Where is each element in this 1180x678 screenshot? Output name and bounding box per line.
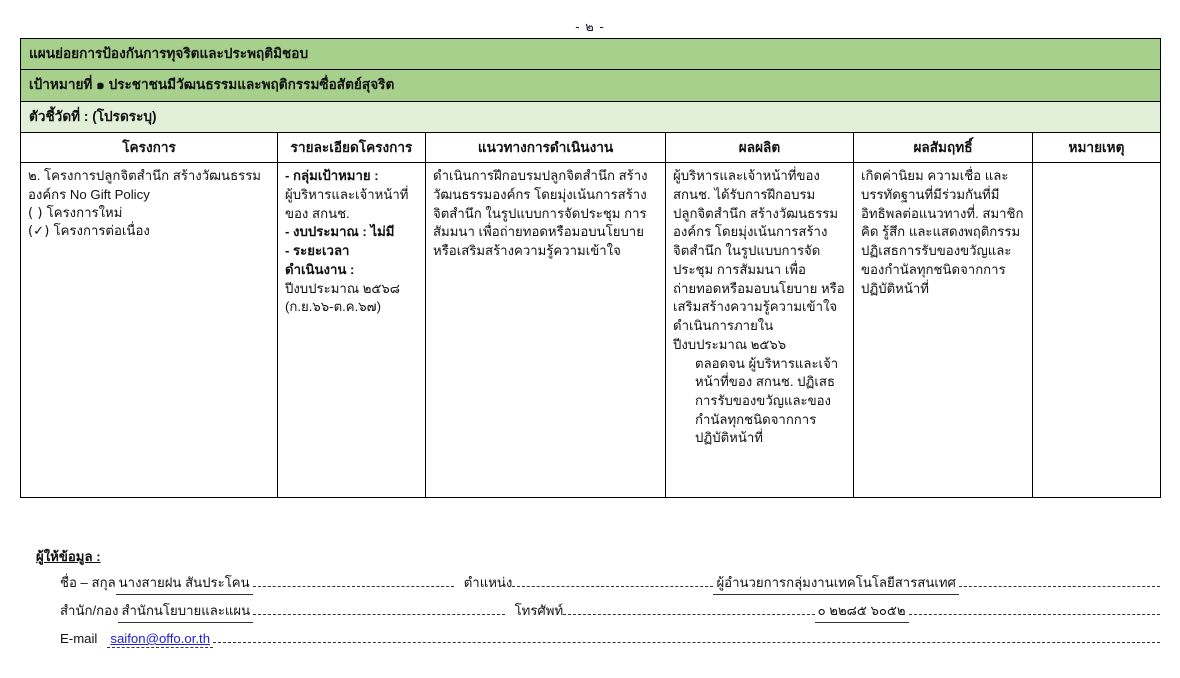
phone-field-rule-left[interactable] [563, 600, 814, 615]
period-label-line1: - ระยะเวลา [285, 243, 350, 259]
project-name-line1: ๒. โครงการปลูกจิตสำนึก สร้างวัฒนธรรม [28, 168, 261, 184]
checkbox-new-project[interactable]: ( ) โครงการใหม่ [28, 205, 123, 221]
position-label: ตำแหน่ง [463, 575, 513, 590]
target-group-value-line2: ของ สกนช. [285, 205, 350, 221]
indicator-band-row [21, 101, 1161, 132]
email-field-rule[interactable] [213, 628, 1160, 643]
phone-label: โทรศัพท์ [514, 603, 564, 618]
cell-details [278, 163, 426, 498]
target-group-label: - กลุ่มเป้าหมาย : [285, 168, 379, 184]
target-group-value-line1: ผู้บริหารและเจ้าหน้าที่ [285, 186, 409, 202]
checkbox-continuing-project[interactable]: (✓) โครงการต่อเนื่อง [28, 224, 150, 240]
goal-title: เป้าหมายที่ ๑ ประชาชนมีวัฒนธรรมและพฤติกรรมซื่อสัตย์สุจริต [21, 70, 1161, 101]
column-header-approach: แนวทางการดำเนินงาน [426, 132, 666, 162]
subplan-title: แผนย่อยการป้องกันการทุจริตและประพฤติมิชอบ [21, 39, 1161, 70]
email-row [60, 628, 1160, 654]
cell-output [666, 163, 854, 498]
cell-approach: ดำเนินการฝึกอบรมปลูกจิตสำนึก สร้างวัฒนธรรมองค์กร โดยมุ่งเน้นการสร้างจิตสำนึก ในรูปแบบการจัดประชุม การสัมมนา เพื่อถ่ายทอดหรือมอบนโยบายหรือเสริมสร้างความรู้ความเข้าใจ [426, 163, 666, 498]
email-value[interactable]: saifon@offo.or.th [107, 631, 213, 648]
name-field-rule[interactable] [253, 572, 454, 587]
column-header-output: ผลผลิต [666, 132, 854, 162]
position-value[interactable]: ผู้อำนวยการกลุ่มงานเทคโนโลยีสารสนเทศ [713, 572, 958, 595]
column-header-outcome: ผลสัมฤทธิ์ [854, 132, 1033, 162]
goal-band-row [21, 70, 1161, 101]
project-name-line2: องค์กร No Gift Policy [28, 186, 150, 202]
office-label: สำนัก/กอง [60, 603, 119, 618]
phone-field-rule-right[interactable] [909, 600, 1160, 615]
column-header-details: รายละเอียดโครงการ [278, 132, 426, 162]
name-value[interactable]: นางสายฝน สันประโคน [116, 572, 253, 595]
budget-label: - งบประมาณ : ไม่มี [285, 224, 395, 240]
email-label: E-mail [60, 631, 98, 646]
cell-project [21, 163, 278, 498]
office-field-rule[interactable] [253, 600, 504, 615]
period-label-line2: ดำเนินงาน : [285, 261, 355, 277]
table-row [21, 163, 1161, 498]
phone-value[interactable]: ๐ ๒๒๘๕ ๖๐๕๒ [815, 600, 909, 623]
period-value-line1: ปีงบประมาณ ๒๕๖๘ [285, 280, 400, 296]
table-header-row [21, 132, 1161, 162]
subplan-band-row [21, 39, 1161, 70]
action-plan-table [20, 38, 1161, 498]
period-value-line2: (ก.ย.๖๖-ต.ค.๖๗) [285, 299, 381, 315]
output-paragraph-1: ผู้บริหารและเจ้าหน้าที่ของ สกนช. ได้รับการฝึกอบรมปลูกจิตสำนึก สร้างวัฒนธรรมองค์กร โดยมุ่งเน้นการสร้างจิตสำนึก ในรูปแบบการจัดประชุม การสัมมนา เพื่อถ่ายทอดหรือมอบนโยบาย หรือเสริมสร้างความรู้ความเข้าใจ ดำเนินการภายในปีงบประมาณ ๒๕๖๖ [673, 168, 845, 352]
column-header-remark: หมายเหตุ [1033, 132, 1161, 162]
page-number: - ๒ - [575, 19, 605, 34]
cell-remark [1033, 163, 1161, 498]
name-label: ชื่อ – สกุล [60, 575, 116, 590]
office-value[interactable]: สำนักนโยบายและแผน [118, 600, 253, 623]
cell-outcome: เกิดค่านิยม ความเชื่อ และบรรทัดฐานที่มีร่วมกันที่มีอิทธิพลต่อแนวทางที่. สมาชิกคิด รู้สึก และแสดงพฤติกรรมปฏิเสธการรับของขวัญและของกำนัลทุกชนิดจากการปฏิบัติหน้าที่ [854, 163, 1033, 498]
position-field-rule-right[interactable] [959, 572, 1160, 587]
indicator-title: ตัวชี้วัดที่ : (โปรดระบุ) [21, 101, 1161, 132]
office-phone-row [60, 600, 1160, 626]
name-position-row [60, 572, 1160, 598]
position-field-rule-left[interactable] [512, 572, 713, 587]
column-header-project: โครงการ [21, 132, 278, 162]
output-paragraph-2: ตลอดจน ผู้บริหารและเจ้าหน้าที่ของ สกนช. ปฏิเสธการรับของขวัญและของกำนัลทุกชนิดจากการปฏิบัติหน้าที่ [695, 355, 839, 446]
informant-title: ผู้ให้ข้อมูล : [36, 549, 101, 564]
